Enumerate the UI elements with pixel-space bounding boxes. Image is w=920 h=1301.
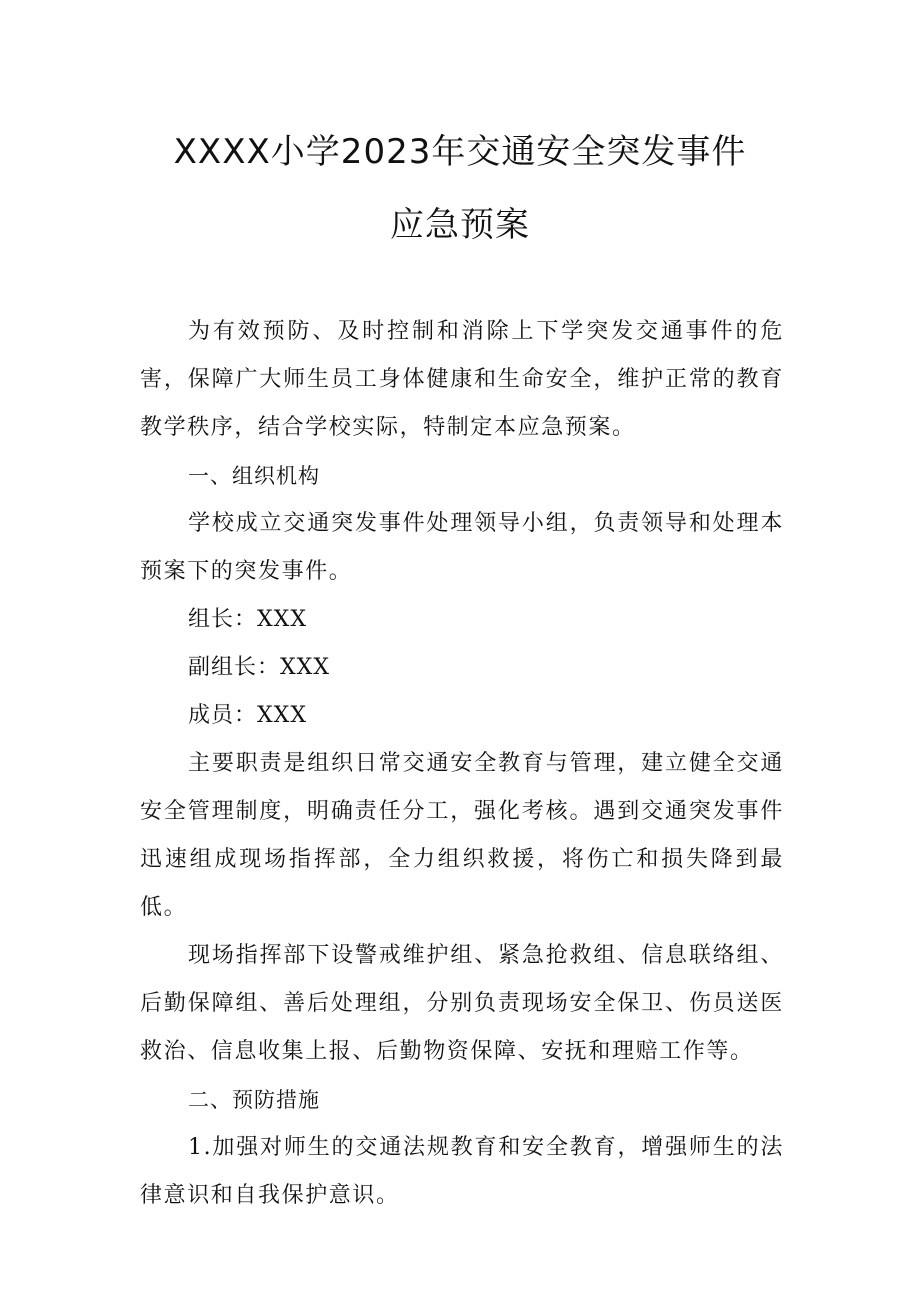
intro-paragraph: 为有效预防、及时控制和消除上下学突发交通事件的危害，保障广大师生员工身体健康和生命安全，维护正常的教育教学秩序，结合学校实际，特制定本应急预案。 [140, 319, 784, 440]
section2-heading: 二、预防措施 [188, 1088, 320, 1112]
section1-paragraph3: 现场指挥部下设警戒维护组、紧急抢救组、信息联络组、后勤保障组、善后处理组，分别负责现场安全保卫、伤员送医救治、信息收集上报、后勤物资保障、安抚和理赔工作等。 [140, 943, 784, 1064]
document-body [140, 308, 784, 1220]
deputy-leader-line: 副组长：XXX [188, 655, 330, 680]
section1-paragraph2: 主要职责是组织日常交通安全教育与管理，建立健全交通安全管理制度，明确责任分工，强化考核。遇到交通突发事件迅速组成现场指挥部，全力组织救援，将伤亡和损失降到最低。 [140, 751, 784, 920]
section1-heading: 一、组织机构 [188, 464, 320, 488]
document-title-line2: 应急预案 [390, 205, 530, 245]
section2-item1: 1.加强对师生的交通法规教育和安全教育，增强师生的法律意识和自我保护意识。 [140, 1135, 784, 1208]
document-title-line1: XXXX小学2023年交通安全突发事件 [173, 132, 747, 172]
members-line: 成员：XXX [188, 703, 307, 728]
leader-line: 组长：XXX [188, 607, 307, 632]
section1-paragraph1: 学校成立交通突发事件处理领导小组，负责领导和处理本预案下的突发事件。 [140, 511, 784, 584]
